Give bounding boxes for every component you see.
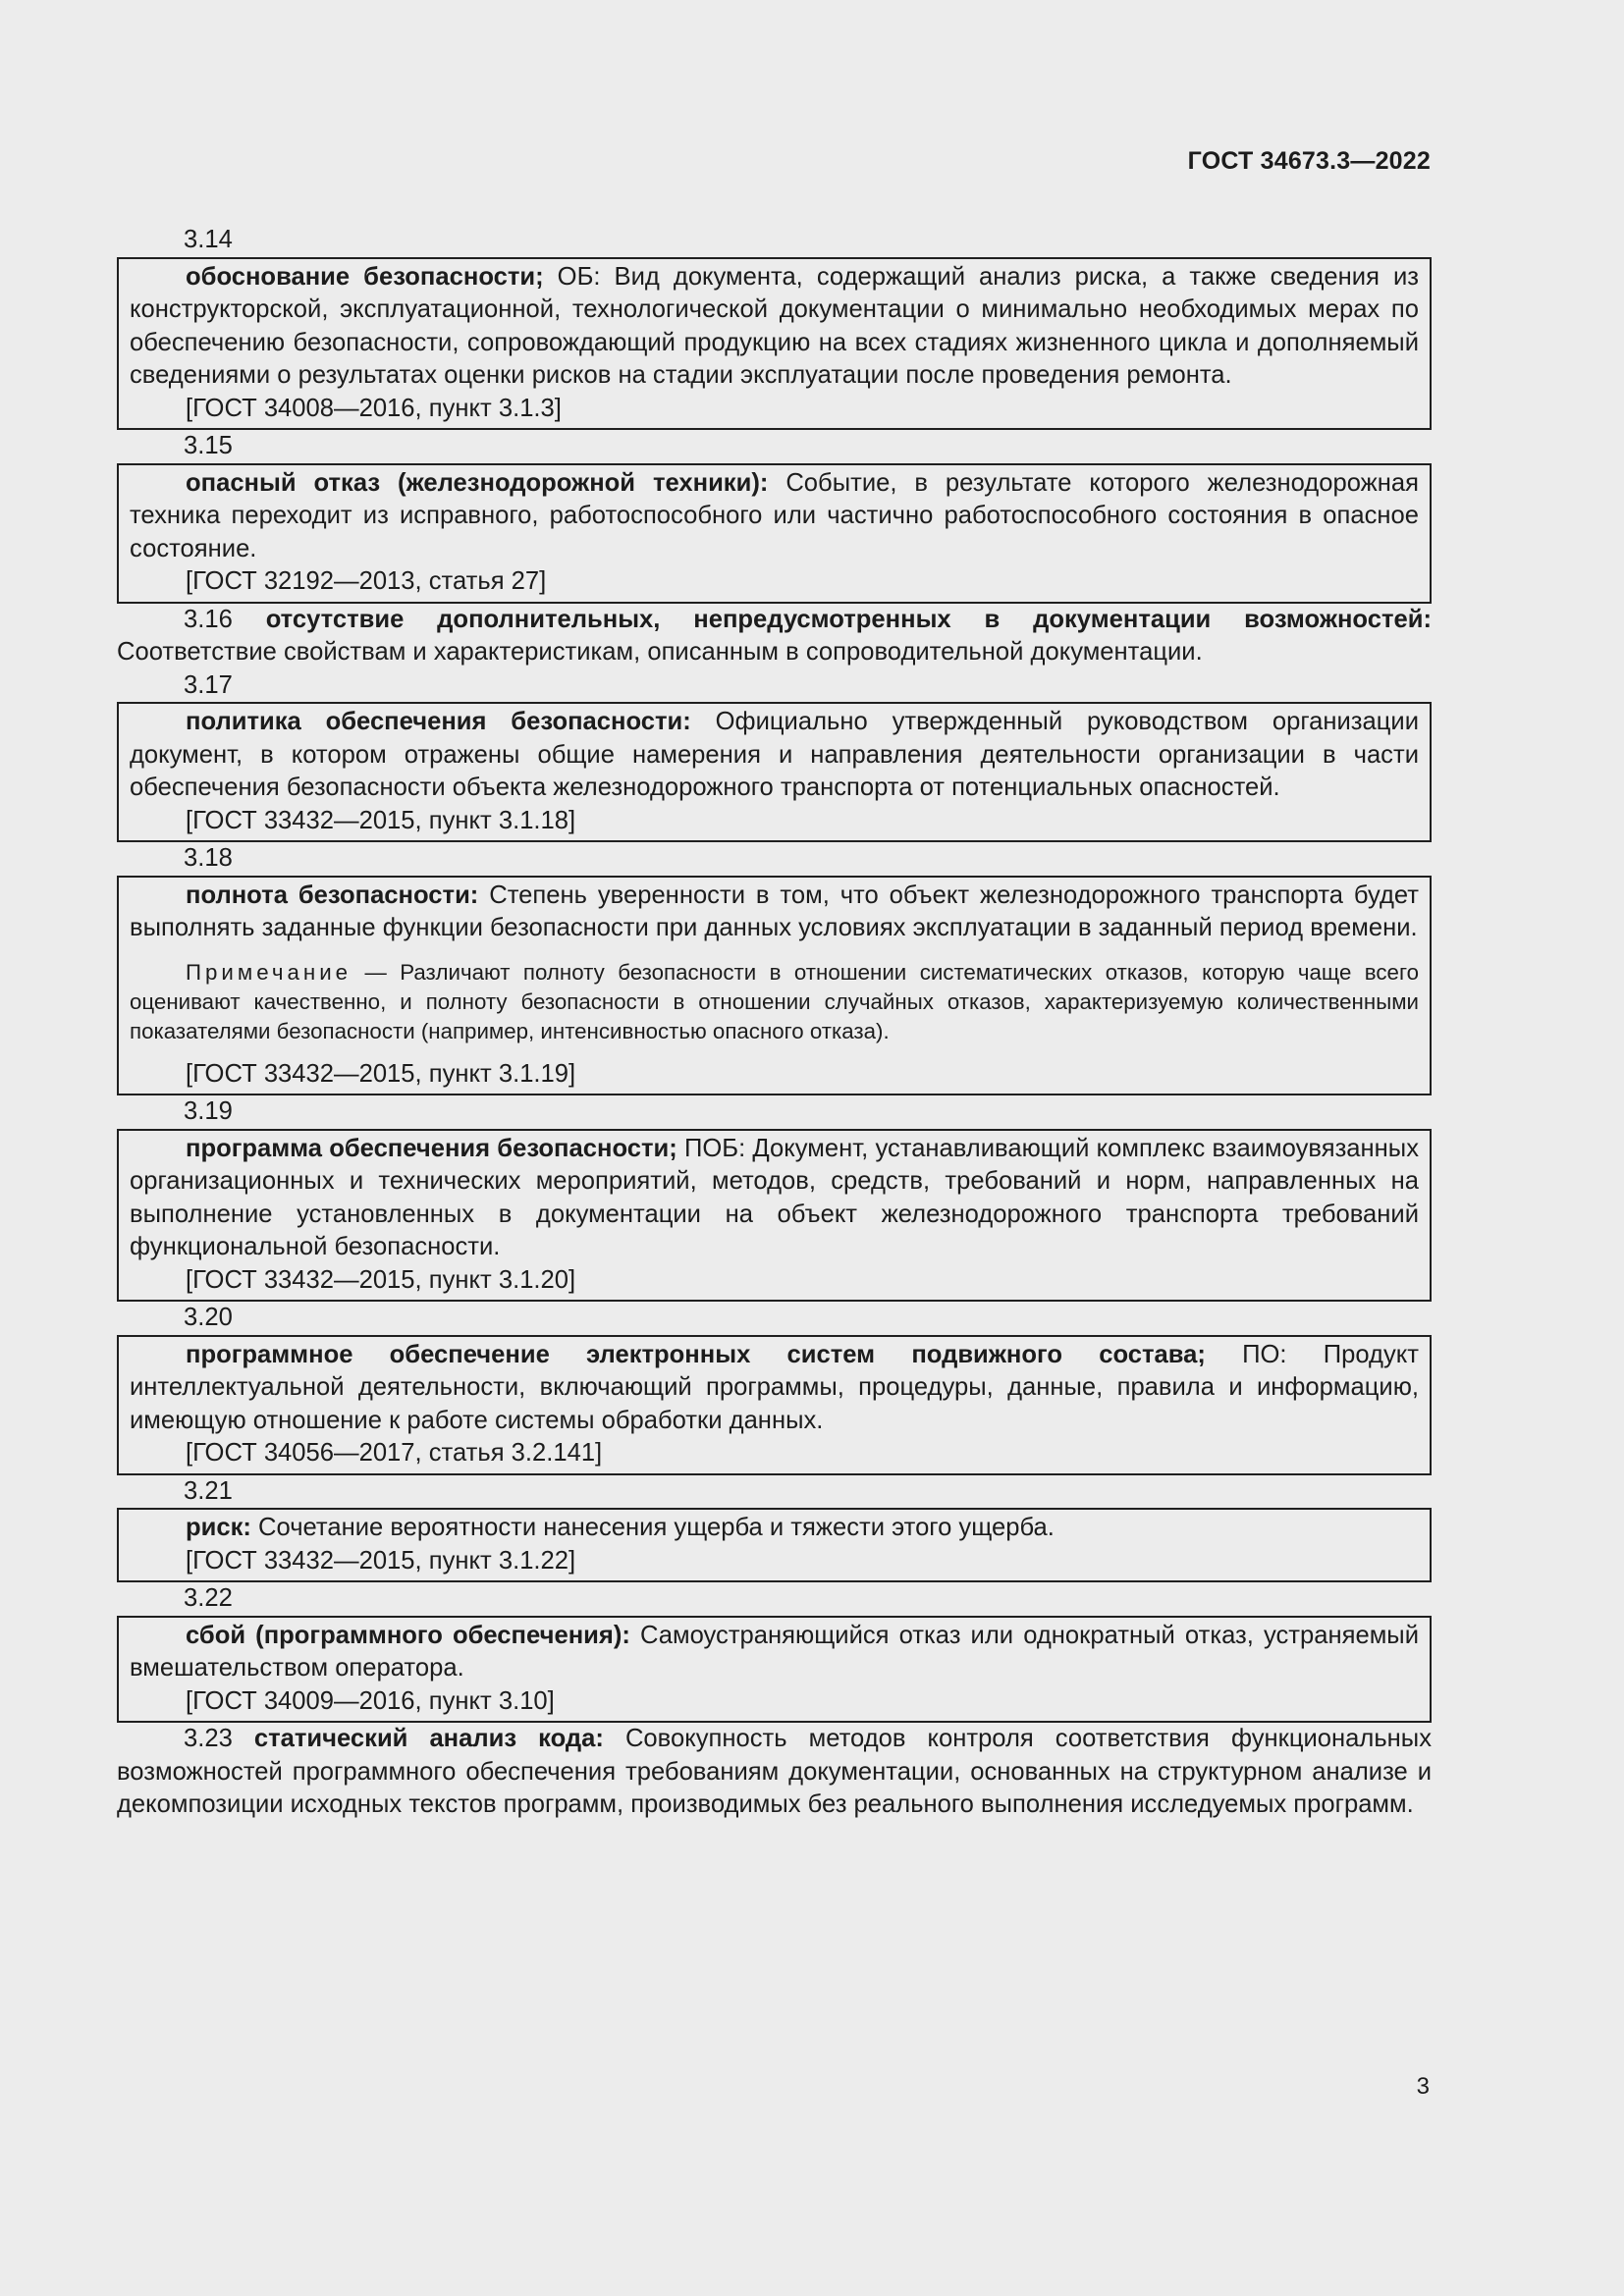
entry-number: 3.21 — [184, 1476, 233, 1505]
source-reference: [ГОСТ 33432—2015, пункт 3.1.22] — [186, 1546, 576, 1575]
source-reference: [ГОСТ 34008—2016, пункт 3.1.3] — [186, 394, 562, 422]
term: статический анализ кода: — [253, 1725, 604, 1752]
term: политика обеспечения безопасности: — [186, 708, 691, 735]
term-definition-box — [117, 257, 1432, 431]
term-definition-box — [117, 1129, 1432, 1303]
definition: Событие, в результате которого железнодорожная техника переходит из исправного, работоспособного или частично работоспособного состояния в опасное состояние. — [130, 468, 1420, 562]
term-definition-box — [117, 876, 1432, 1096]
entry-number: 3.20 — [184, 1304, 233, 1331]
source-reference: [ГОСТ 33432—2015, пункт 3.1.18] — [186, 806, 576, 834]
note-label: Примечание — [186, 959, 352, 985]
entry-number: 3.19 — [184, 1097, 233, 1125]
term-definition-box — [117, 1335, 1432, 1475]
definition: Сочетание вероятности нанесения ущерба и тяжести этого ущерба. — [250, 1514, 1055, 1541]
term: сбой (программного обеспечения): — [186, 1621, 630, 1649]
entry-number: 3.18 — [184, 844, 233, 872]
source-reference: [ГОСТ 34009—2016, пункт 3.10] — [186, 1686, 555, 1715]
entry-number: 3.15 — [184, 432, 233, 459]
terms-list — [117, 224, 1432, 1822]
definition: ПОБ: Документ, устанавливающий комплекс взаимоувязанных организационных и технических мероприятий, методов, средств, требований и норм, направленных на выполнение установленных в документации на объект железнодорожного транспорта требований функциональной безопасности. — [130, 1134, 1419, 1260]
definition: ОБ: Вид документа, содержащий анализ риска, а также сведения из конструкторской, эксплуатационной, технологической документации о минимально необходимых мерах по обеспечению безопасности, сопровождающий продукцию на всех стадиях жизненного цикла и дополняемый сведениями о результатах оценки рисков на стадии эксплуатации после проведения ремонта. — [130, 262, 1419, 389]
term: обоснование безопасности; — [186, 262, 544, 291]
definition: Степень уверенности в том, что объект железнодорожного транспорта будет выполнять заданные функции безопасности при данных условиях эксплуатации в заданный период времени. — [130, 881, 1419, 941]
definition: Совокупность методов контроля соответствия функциональных возможностей программного обеспечения требованиям документации, основанных на структурном анализе и декомпозиции исходных текстов программ, производимых без реального выполнения исследуемых программ. — [117, 1725, 1432, 1818]
entry-number: 3.17 — [184, 670, 233, 699]
source-reference: [ГОСТ 32192—2013, статья 27] — [186, 567, 547, 595]
note-text: — Различают полноту безопасности в отношении систематических отказов, которую чаще всего оценивают качественно, и полноту безопасности в отношении случайных отказов, характеризуемую количественными показателями безопасности (например, интенсивностью опасного отказа). — [130, 959, 1419, 1043]
entry-number: 3.16 — [184, 605, 233, 633]
term: полнота безопасности: — [186, 881, 479, 909]
term-definition-paragraph — [117, 604, 1432, 669]
source-reference: [ГОСТ 33432—2015, пункт 3.1.20] — [186, 1265, 576, 1294]
term-definition-box — [117, 702, 1432, 842]
source-reference: [ГОСТ 34056—2017, статья 3.2.141] — [186, 1439, 603, 1467]
document-id-header: ГОСТ 34673.3—2022 — [1187, 147, 1431, 175]
term: программа обеспечения безопасности; — [186, 1134, 677, 1162]
term-definition-box — [117, 1616, 1432, 1724]
definition: ПО: Продукт интеллектуальной деятельности, включающий программы, процедуры, данные, правила и информацию, имеющую отношение к работе системы обработки данных. — [130, 1340, 1419, 1434]
term: опасный отказ (железнодорожной техники): — [186, 468, 769, 497]
entry-number: 3.23 — [184, 1725, 233, 1752]
definition: Соответствие свойствам и характеристикам, описанным в сопроводительной документации. — [117, 638, 1203, 666]
source-reference: [ГОСТ 33432—2015, пункт 3.1.19] — [186, 1059, 576, 1088]
term-definition-box — [117, 463, 1432, 604]
term-definition-box — [117, 1508, 1432, 1582]
page-number: 3 — [1416, 2073, 1430, 2100]
note — [130, 958, 1419, 1046]
entry-number: 3.22 — [184, 1584, 233, 1612]
term: программное обеспечение электронных систем подвижного состава; — [186, 1340, 1206, 1368]
entry-number: 3.14 — [184, 226, 233, 253]
term: риск: — [186, 1514, 251, 1541]
term-definition-paragraph — [117, 1723, 1432, 1822]
definition: Официально утвержденный руководством организации документ, в котором отражены общие намерения и направления деятельности организации в части обеспечения безопасности объекта железнодорожного транспорта от потенциальных опасностей. — [130, 708, 1419, 801]
definition: Самоустраняющийся отказ или однократный отказ, устраняемый вмешательством оператора. — [130, 1621, 1419, 1682]
term: отсутствие дополнительных, непредусмотренных в документации возможностей: — [265, 605, 1432, 633]
